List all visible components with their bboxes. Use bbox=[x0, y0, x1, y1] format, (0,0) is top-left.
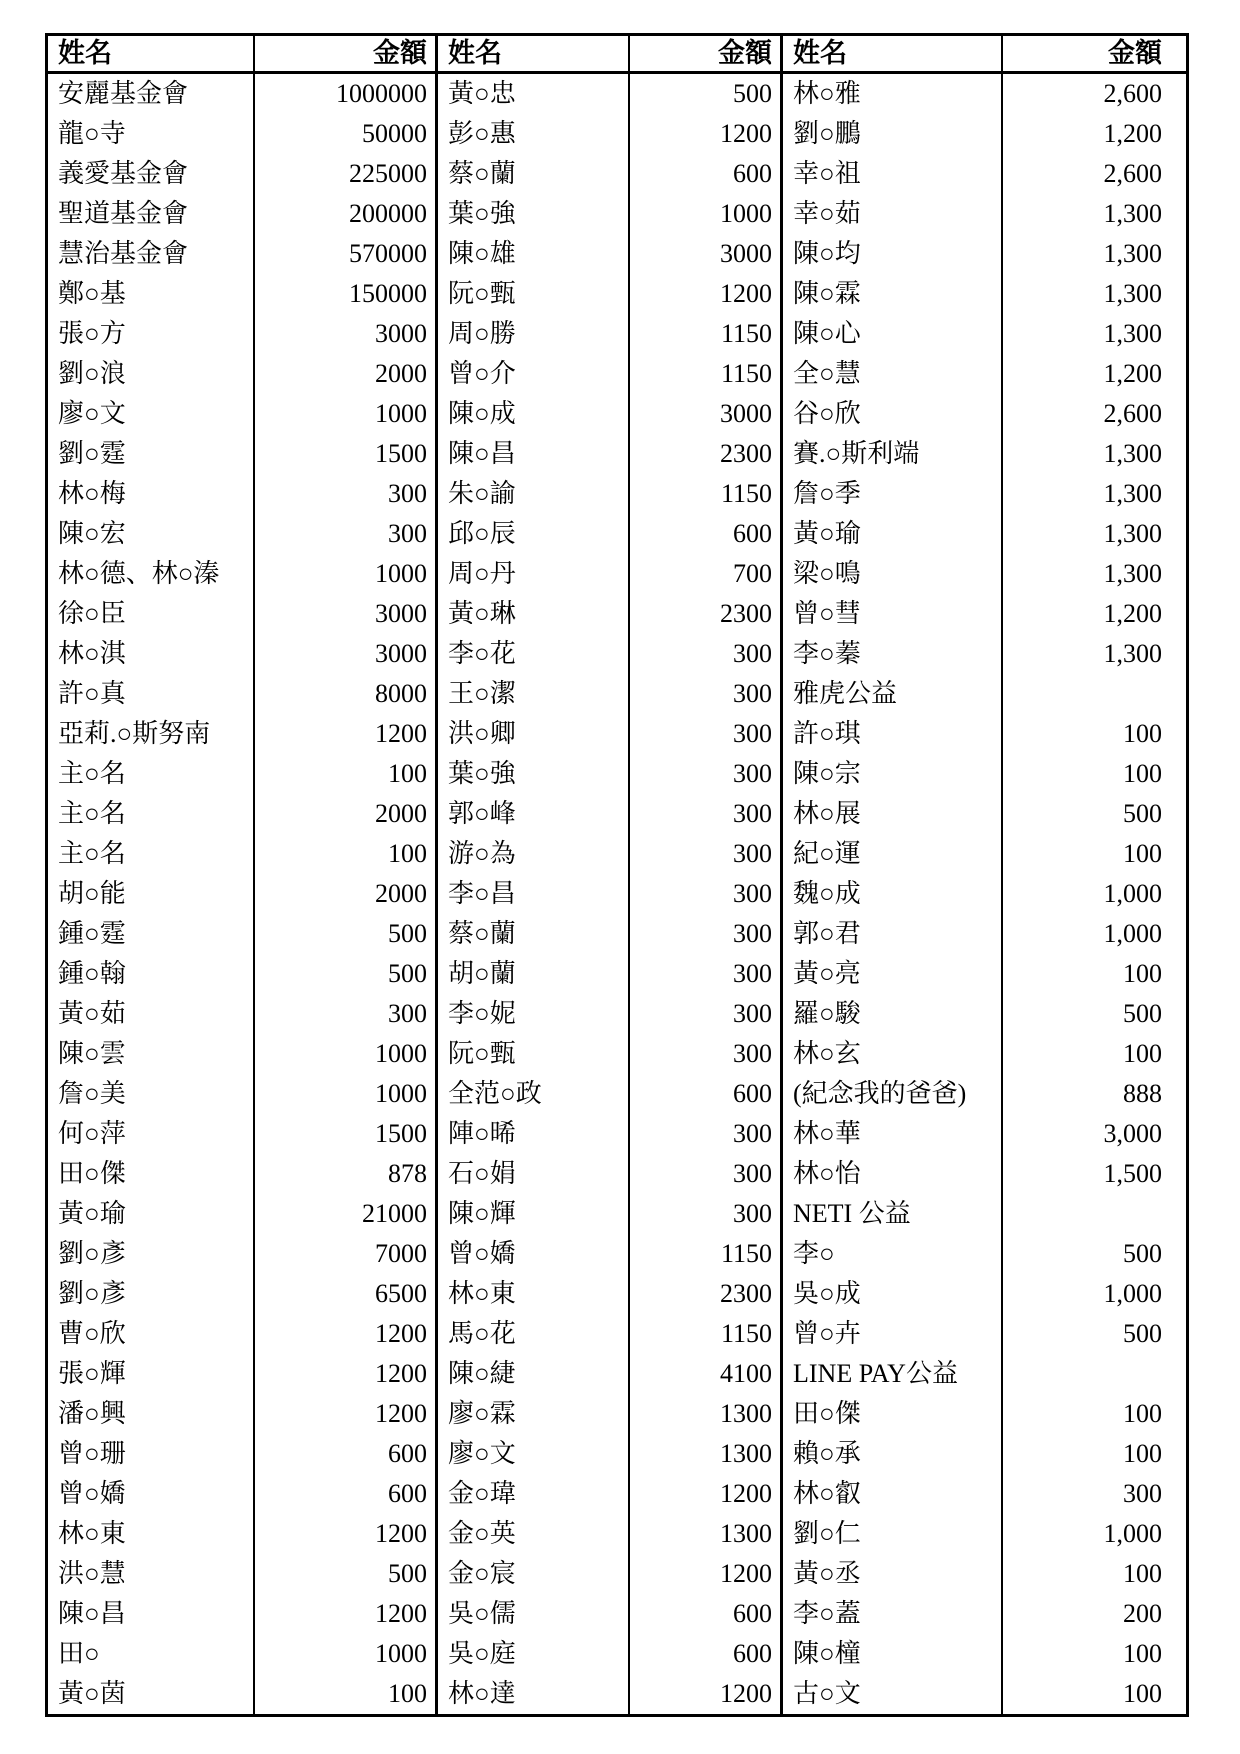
donor-name-cell: 龍○寺 bbox=[48, 114, 255, 154]
donor-name-cell: (紀念我的爸爸) bbox=[783, 1074, 1003, 1114]
donor-name-cell: 李○蓋 bbox=[783, 1594, 1003, 1634]
donor-name-cell: 林○怡 bbox=[783, 1154, 1003, 1194]
donation-amount-cell: 300 bbox=[630, 1154, 783, 1194]
donor-name-cell: 曾○珊 bbox=[48, 1434, 255, 1474]
donor-name-cell: 劉○鵬 bbox=[783, 114, 1003, 154]
donation-amount-cell: 21000 bbox=[255, 1194, 438, 1234]
donor-name-cell: 劉○彥 bbox=[48, 1234, 255, 1274]
donation-amount-cell: 1000 bbox=[255, 1034, 438, 1074]
donor-name-cell: 蔡○蘭 bbox=[438, 154, 630, 194]
donation-amount-cell: 1200 bbox=[630, 1474, 783, 1514]
donor-name-cell: 林○雅 bbox=[783, 74, 1003, 114]
donation-amount-cell: 1200 bbox=[630, 1554, 783, 1594]
donor-name-cell: 賴○承 bbox=[783, 1434, 1003, 1474]
donor-name-cell: 林○叡 bbox=[783, 1474, 1003, 1514]
donor-name-cell: 邱○辰 bbox=[438, 514, 630, 554]
donor-name-cell: 黃○琳 bbox=[438, 594, 630, 634]
donation-amount-cell: 878 bbox=[255, 1154, 438, 1194]
donor-name-cell: NETI 公益 bbox=[783, 1194, 1003, 1234]
donor-name-cell: 黃○茹 bbox=[48, 994, 255, 1034]
donation-amount-cell: 2000 bbox=[255, 794, 438, 834]
donor-name-cell: 李○花 bbox=[438, 634, 630, 674]
donation-amount-cell: 500 bbox=[255, 914, 438, 954]
donor-name-cell: 王○潔 bbox=[438, 674, 630, 714]
donor-name-cell: 許○真 bbox=[48, 674, 255, 714]
header-name-col-1: 姓名 bbox=[48, 36, 255, 74]
donor-name-cell: 曾○卉 bbox=[783, 1314, 1003, 1354]
donor-name-cell: 黃○丞 bbox=[783, 1554, 1003, 1594]
donor-name-cell: 主○名 bbox=[48, 834, 255, 874]
donation-amount-cell: 1000 bbox=[255, 1074, 438, 1114]
donation-amount-cell: 1,000 bbox=[1103, 1519, 1162, 1548]
donor-name-cell: 梁○鳴 bbox=[783, 554, 1003, 594]
donation-amount-cell: 600 bbox=[630, 514, 783, 554]
donor-name-cell: 全范○政 bbox=[438, 1074, 630, 1114]
donor-name-cell: 鍾○霆 bbox=[48, 914, 255, 954]
donor-name-cell: 阮○甄 bbox=[438, 1034, 630, 1074]
donor-name-cell: 詹○季 bbox=[783, 474, 1003, 514]
donor-name-cell: 林○展 bbox=[783, 794, 1003, 834]
donor-name-cell: 魏○成 bbox=[783, 874, 1003, 914]
donation-amount-cell: 600 bbox=[630, 1074, 783, 1114]
donation-amount-cell: 1000000 bbox=[255, 74, 438, 114]
donation-amount-cell: 500 bbox=[255, 954, 438, 994]
donor-name-cell: 陳○均 bbox=[783, 234, 1003, 274]
header-amount-col-1: 金額 bbox=[255, 36, 438, 74]
donation-amount-cell: 570000 bbox=[255, 234, 438, 274]
donor-name-cell: 石○娟 bbox=[438, 1154, 630, 1194]
donation-amount-cell: 1,000 bbox=[1103, 919, 1162, 948]
donor-name-cell: 胡○蘭 bbox=[438, 954, 630, 994]
donor-name-cell: 金○宸 bbox=[438, 1554, 630, 1594]
donor-name-cell: 郭○君 bbox=[783, 914, 1003, 954]
donation-amount-cell: 1000 bbox=[255, 554, 438, 594]
donation-amount-cell: 2,600 bbox=[1103, 79, 1162, 108]
header-name-col-2: 姓名 bbox=[438, 36, 630, 74]
donor-name-cell: 賽.○斯利端 bbox=[783, 434, 1003, 474]
donation-amount-cell: 100 bbox=[1123, 719, 1162, 748]
donation-amount-cell: 100 bbox=[1123, 1559, 1162, 1588]
donor-name-cell: 吳○成 bbox=[783, 1274, 1003, 1314]
donor-name-cell: 劉○彥 bbox=[48, 1274, 255, 1314]
donor-name-cell: 李○昌 bbox=[438, 874, 630, 914]
donor-name-cell: 阮○甄 bbox=[438, 274, 630, 314]
donation-amount-cell: 1,300 bbox=[1103, 559, 1162, 588]
donor-name-cell: 田○傑 bbox=[48, 1154, 255, 1194]
donation-amount-cell: 1,300 bbox=[1103, 439, 1162, 468]
donation-amount-cell: 1150 bbox=[630, 314, 783, 354]
donation-amount-cell: 500 bbox=[255, 1554, 438, 1594]
donation-amount-cell: 300 bbox=[630, 754, 783, 794]
donor-name-cell: 陳○昌 bbox=[48, 1594, 255, 1634]
donation-amount-cell: 1150 bbox=[630, 354, 783, 394]
donor-name-cell: 曾○嬌 bbox=[48, 1474, 255, 1514]
donor-name-cell: 葉○強 bbox=[438, 194, 630, 234]
donation-amount-cell: 100 bbox=[1123, 1679, 1162, 1708]
donation-amount-cell: 1,300 bbox=[1103, 519, 1162, 548]
donation-amount-cell: 1200 bbox=[255, 1354, 438, 1394]
donor-name-cell: 陳○橦 bbox=[783, 1634, 1003, 1674]
donation-amount-cell: 3000 bbox=[255, 634, 438, 674]
donation-amount-cell: 500 bbox=[630, 74, 783, 114]
donation-amount-cell: 1200 bbox=[630, 114, 783, 154]
donor-name-cell: 李○ bbox=[783, 1234, 1003, 1274]
donation-amount-cell: 3,000 bbox=[1103, 1119, 1162, 1148]
donation-amount-cell: 3000 bbox=[630, 234, 783, 274]
donation-amount-cell: 888 bbox=[1123, 1079, 1162, 1108]
donation-amount-cell: 1200 bbox=[630, 1674, 783, 1714]
donation-amount-cell: 1200 bbox=[255, 1594, 438, 1634]
donor-name-cell: 胡○能 bbox=[48, 874, 255, 914]
donor-name-cell: 張○方 bbox=[48, 314, 255, 354]
donor-name-cell: 曾○彗 bbox=[783, 594, 1003, 634]
donor-name-cell: 田○ bbox=[48, 1634, 255, 1674]
donation-amount-cell: 1150 bbox=[630, 1314, 783, 1354]
donor-name-cell: 紀○運 bbox=[783, 834, 1003, 874]
donation-amount-cell: 1200 bbox=[255, 1314, 438, 1354]
donor-name-cell: 林○達 bbox=[438, 1674, 630, 1714]
donor-name-cell: 黃○茵 bbox=[48, 1674, 255, 1714]
donor-name-cell: 游○為 bbox=[438, 834, 630, 874]
donation-amount-cell: 6500 bbox=[255, 1274, 438, 1314]
donor-name-cell: 吳○儒 bbox=[438, 1594, 630, 1634]
donor-name-cell: 潘○興 bbox=[48, 1394, 255, 1434]
donor-name-cell: 廖○霖 bbox=[438, 1394, 630, 1434]
donor-name-cell: 林○東 bbox=[438, 1274, 630, 1314]
donor-name-cell: 鄭○基 bbox=[48, 274, 255, 314]
donor-name-cell: 幸○茹 bbox=[783, 194, 1003, 234]
donation-amount-cell: 600 bbox=[255, 1474, 438, 1514]
donation-amount-cell: 300 bbox=[630, 634, 783, 674]
donation-amount-cell: 1,000 bbox=[1103, 1279, 1162, 1308]
donor-name-cell: 陳○霖 bbox=[783, 274, 1003, 314]
donation-amount-cell: 1300 bbox=[630, 1434, 783, 1474]
donation-amount-cell: 2300 bbox=[630, 434, 783, 474]
donation-amount-cell: 1200 bbox=[630, 274, 783, 314]
donation-amount-cell: 2,600 bbox=[1103, 399, 1162, 428]
donor-name-cell: 陳○成 bbox=[438, 394, 630, 434]
donor-name-cell: 李○蓁 bbox=[783, 634, 1003, 674]
donation-amount-cell: 4100 bbox=[630, 1354, 783, 1394]
donation-amount-cell: 7000 bbox=[255, 1234, 438, 1274]
donation-amount-cell: 1,300 bbox=[1103, 319, 1162, 348]
header-name-col-3: 姓名 bbox=[783, 36, 1003, 74]
donor-name-cell: 金○英 bbox=[438, 1514, 630, 1554]
donor-name-cell: 徐○臣 bbox=[48, 594, 255, 634]
donation-amount-cell: 300 bbox=[630, 794, 783, 834]
donation-amount-cell: 100 bbox=[1123, 1639, 1162, 1668]
donor-name-cell: 郭○峰 bbox=[438, 794, 630, 834]
donation-amount-cell: 1000 bbox=[255, 1634, 438, 1674]
donor-name-cell: 林○德、林○溱 bbox=[48, 554, 255, 594]
donor-name-cell: 張○輝 bbox=[48, 1354, 255, 1394]
donation-amount-cell: 1500 bbox=[255, 434, 438, 474]
donation-amount-cell bbox=[1003, 1354, 1186, 1394]
donation-amount-cell: 600 bbox=[630, 1594, 783, 1634]
donor-name-cell: 古○文 bbox=[783, 1674, 1003, 1714]
donation-amount-cell: 1,200 bbox=[1103, 359, 1162, 388]
donation-amount-cell: 300 bbox=[630, 1194, 783, 1234]
donor-name-cell: 陳○昌 bbox=[438, 434, 630, 474]
donor-name-cell: 黃○亮 bbox=[783, 954, 1003, 994]
donation-amount-cell: 500 bbox=[1123, 1319, 1162, 1348]
donor-name-cell: 黃○瑜 bbox=[48, 1194, 255, 1234]
donor-name-cell: 曾○嬌 bbox=[438, 1234, 630, 1274]
donation-amount-cell: 1500 bbox=[255, 1114, 438, 1154]
donation-amount-cell: 600 bbox=[630, 154, 783, 194]
donation-amount-cell: 700 bbox=[630, 554, 783, 594]
donation-amount-cell: 1200 bbox=[255, 1514, 438, 1554]
donor-name-cell: 雅虎公益 bbox=[783, 674, 1003, 714]
donation-amount-cell: 500 bbox=[1123, 999, 1162, 1028]
donor-name-cell: 陳○宏 bbox=[48, 514, 255, 554]
donor-name-cell: 周○勝 bbox=[438, 314, 630, 354]
donor-name-cell: 林○華 bbox=[783, 1114, 1003, 1154]
header-amount-col-3: 金額 bbox=[1003, 36, 1186, 74]
donor-name-cell: 金○瑋 bbox=[438, 1474, 630, 1514]
donor-name-cell: 詹○美 bbox=[48, 1074, 255, 1114]
donor-name-cell: 陣○晞 bbox=[438, 1114, 630, 1154]
donation-amount-cell: 200000 bbox=[255, 194, 438, 234]
donation-amount-cell: 500 bbox=[1123, 1239, 1162, 1268]
donation-amount-cell: 2300 bbox=[630, 594, 783, 634]
donor-name-cell: 李○妮 bbox=[438, 994, 630, 1034]
donation-amount-cell: 300 bbox=[630, 834, 783, 874]
donor-name-cell: 谷○欣 bbox=[783, 394, 1003, 434]
donation-amount-cell: 300 bbox=[630, 714, 783, 754]
donation-amount-cell: 1,300 bbox=[1103, 479, 1162, 508]
donor-name-cell: 洪○慧 bbox=[48, 1554, 255, 1594]
donation-amount-cell: 1150 bbox=[630, 474, 783, 514]
donor-name-cell: 聖道基金會 bbox=[48, 194, 255, 234]
donation-amount-cell: 300 bbox=[630, 914, 783, 954]
donation-amount-cell: 150000 bbox=[255, 274, 438, 314]
donor-name-cell: 馬○花 bbox=[438, 1314, 630, 1354]
donor-name-cell: 幸○祖 bbox=[783, 154, 1003, 194]
donation-amount-cell: 2,600 bbox=[1103, 159, 1162, 188]
donor-name-cell: 陳○緁 bbox=[438, 1354, 630, 1394]
donation-amount-cell: 1150 bbox=[630, 1234, 783, 1274]
donation-amount-cell: 1,300 bbox=[1103, 199, 1162, 228]
donor-name-cell: 陳○心 bbox=[783, 314, 1003, 354]
donation-amount-cell: 300 bbox=[630, 1034, 783, 1074]
donation-amount-cell: 3000 bbox=[255, 314, 438, 354]
donor-name-cell: 廖○文 bbox=[438, 1434, 630, 1474]
donor-name-cell: 吳○庭 bbox=[438, 1634, 630, 1674]
donor-name-cell: 陳○宗 bbox=[783, 754, 1003, 794]
donation-amount-cell: 8000 bbox=[255, 674, 438, 714]
donor-name-cell: 蔡○蘭 bbox=[438, 914, 630, 954]
donation-amount-cell: 300 bbox=[630, 1114, 783, 1154]
donor-name-cell: 主○名 bbox=[48, 754, 255, 794]
donor-name-cell: 黃○忠 bbox=[438, 74, 630, 114]
donor-name-cell: 義愛基金會 bbox=[48, 154, 255, 194]
donor-name-cell: 曹○欣 bbox=[48, 1314, 255, 1354]
donor-name-cell: 羅○駿 bbox=[783, 994, 1003, 1034]
donation-amount-cell: 300 bbox=[630, 874, 783, 914]
donation-amount-cell: 300 bbox=[630, 954, 783, 994]
donation-amount-cell: 1,300 bbox=[1103, 639, 1162, 668]
donor-name-cell: 劉○浪 bbox=[48, 354, 255, 394]
donation-amount-cell: 1200 bbox=[255, 1394, 438, 1434]
donor-name-cell: 慧治基金會 bbox=[48, 234, 255, 274]
donor-name-cell: 田○傑 bbox=[783, 1394, 1003, 1434]
donor-name-cell: 全○慧 bbox=[783, 354, 1003, 394]
donor-name-cell: LINE PAY公益 bbox=[783, 1354, 1003, 1394]
donation-amount-cell: 300 bbox=[255, 994, 438, 1034]
donor-name-cell: 鍾○翰 bbox=[48, 954, 255, 994]
donor-name-cell: 陳○輝 bbox=[438, 1194, 630, 1234]
donor-name-cell: 亞莉.○斯努南 bbox=[48, 714, 255, 754]
donation-amount-cell: 100 bbox=[1123, 1439, 1162, 1468]
donor-name-cell: 洪○卿 bbox=[438, 714, 630, 754]
donation-amount-cell: 1,500 bbox=[1103, 1159, 1162, 1188]
donation-amount-cell bbox=[1003, 1194, 1186, 1234]
donor-name-cell: 林○玄 bbox=[783, 1034, 1003, 1074]
donation-amount-cell: 1,300 bbox=[1103, 279, 1162, 308]
donation-amount-cell: 2000 bbox=[255, 874, 438, 914]
donation-amount-cell: 100 bbox=[1123, 1039, 1162, 1068]
donation-amount-cell: 225000 bbox=[255, 154, 438, 194]
donor-name-cell: 主○名 bbox=[48, 794, 255, 834]
donor-name-cell: 葉○強 bbox=[438, 754, 630, 794]
donor-name-cell: 陳○雄 bbox=[438, 234, 630, 274]
donation-amount-cell: 300 bbox=[1123, 1479, 1162, 1508]
donation-amount-cell: 500 bbox=[1123, 799, 1162, 828]
donor-name-cell: 周○丹 bbox=[438, 554, 630, 594]
donation-amount-cell: 100 bbox=[255, 754, 438, 794]
donation-amount-cell: 100 bbox=[1123, 759, 1162, 788]
donation-amount-cell: 300 bbox=[255, 514, 438, 554]
donation-amount-cell: 300 bbox=[255, 474, 438, 514]
donor-name-cell: 黃○瑜 bbox=[783, 514, 1003, 554]
donor-name-cell: 許○琪 bbox=[783, 714, 1003, 754]
donation-amount-cell: 1,000 bbox=[1103, 879, 1162, 908]
donation-amount-cell: 200 bbox=[1123, 1599, 1162, 1628]
header-amount-col-2: 金額 bbox=[630, 36, 783, 74]
donor-name-cell: 林○淇 bbox=[48, 634, 255, 674]
donor-name-cell: 陳○雲 bbox=[48, 1034, 255, 1074]
donation-amount-cell: 100 bbox=[255, 1674, 438, 1714]
donation-amount-cell: 1,300 bbox=[1103, 239, 1162, 268]
donation-amount-cell: 600 bbox=[255, 1434, 438, 1474]
donation-amount-cell: 2300 bbox=[630, 1274, 783, 1314]
donation-amount-cell: 3000 bbox=[630, 394, 783, 434]
donation-amount-cell: 300 bbox=[630, 674, 783, 714]
donation-amount-cell: 300 bbox=[630, 994, 783, 1034]
donation-amount-cell: 1200 bbox=[255, 714, 438, 754]
donor-name-cell: 安麗基金會 bbox=[48, 74, 255, 114]
donation-amount-cell: 1300 bbox=[630, 1514, 783, 1554]
donor-name-cell: 劉○霆 bbox=[48, 434, 255, 474]
donor-name-cell: 劉○仁 bbox=[783, 1514, 1003, 1554]
donor-name-cell: 何○萍 bbox=[48, 1114, 255, 1154]
donor-name-cell: 林○東 bbox=[48, 1514, 255, 1554]
donor-name-cell: 彭○惠 bbox=[438, 114, 630, 154]
donation-amount-cell: 600 bbox=[630, 1634, 783, 1674]
donation-amount-cell: 1,200 bbox=[1103, 599, 1162, 628]
donor-name-cell: 廖○文 bbox=[48, 394, 255, 434]
donation-amount-cell: 3000 bbox=[255, 594, 438, 634]
donation-amount-cell: 100 bbox=[255, 834, 438, 874]
donation-amount-cell: 100 bbox=[1123, 1399, 1162, 1428]
donation-amount-cell: 50000 bbox=[255, 114, 438, 154]
donation-amount-cell: 2000 bbox=[255, 354, 438, 394]
donation-table bbox=[45, 33, 1189, 1717]
donation-amount-cell: 100 bbox=[1123, 839, 1162, 868]
donation-amount-cell: 1000 bbox=[630, 194, 783, 234]
donation-amount-cell bbox=[1003, 674, 1186, 714]
donor-name-cell: 朱○諭 bbox=[438, 474, 630, 514]
donor-name-cell: 曾○介 bbox=[438, 354, 630, 394]
donor-name-cell: 林○梅 bbox=[48, 474, 255, 514]
donation-amount-cell: 1300 bbox=[630, 1394, 783, 1434]
donation-amount-cell: 1000 bbox=[255, 394, 438, 434]
donation-amount-cell: 100 bbox=[1123, 959, 1162, 988]
donation-amount-cell: 1,200 bbox=[1103, 119, 1162, 148]
